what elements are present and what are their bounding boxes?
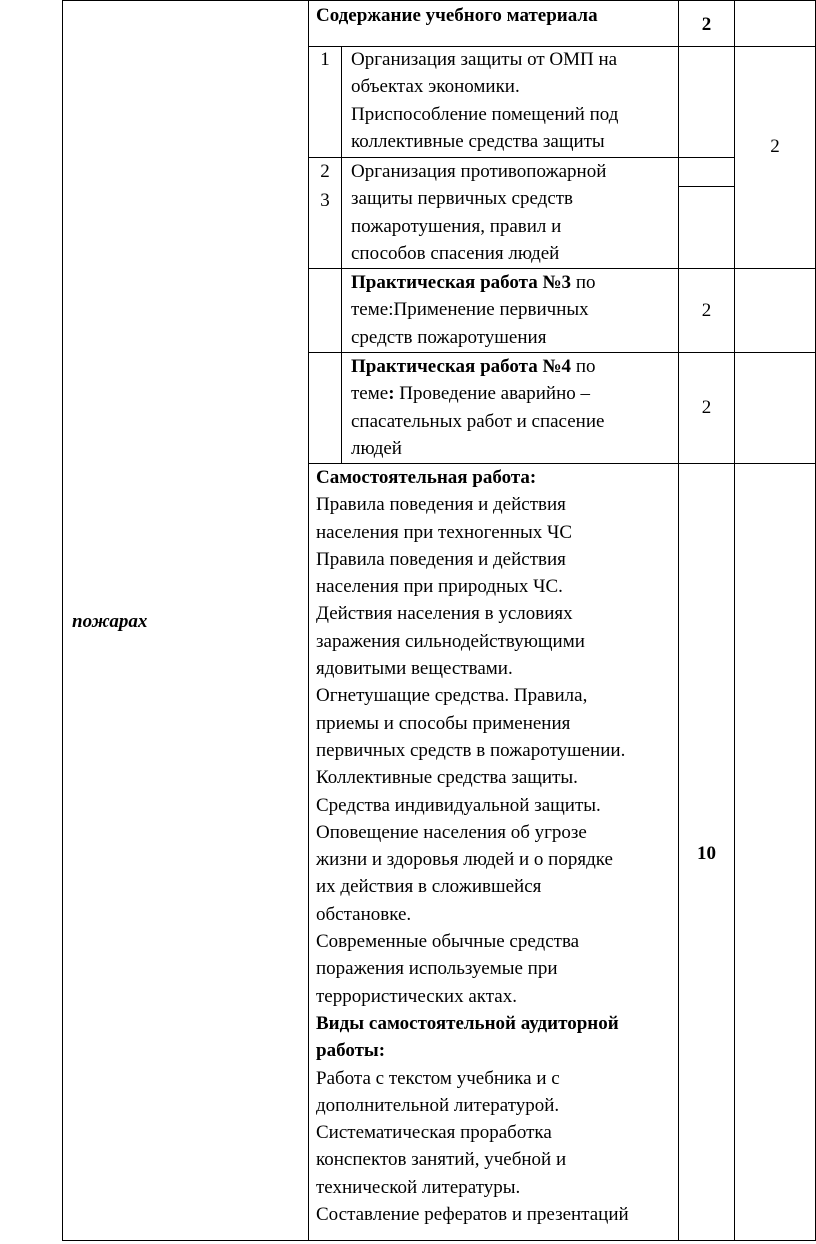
content-header-title: Содержание учебного материала bbox=[316, 5, 598, 26]
topic-label: пожарах bbox=[72, 611, 148, 632]
item-number-1: 1 bbox=[320, 49, 330, 70]
item-text-2: Организация противопожарной защиты первичных средств пожаротушения, правил и способов спасения людей bbox=[351, 161, 607, 264]
independent-work-title: Самостоятельная работа: bbox=[316, 467, 537, 488]
practical-4-prefix: по теме bbox=[351, 356, 596, 405]
practical-3-hours: 2 bbox=[701, 300, 712, 321]
items-level: 2 bbox=[770, 136, 780, 157]
practical-4-colon: : bbox=[388, 383, 395, 405]
item-text-1: Организация защиты от ОМП на объектах экономики. Приспособление помещений под коллективные средства защиты bbox=[351, 49, 619, 152]
practical-4-topic: Проведение аварийно – спасательных работ и спасение людей bbox=[351, 383, 605, 459]
item-number-3: 3 bbox=[320, 190, 330, 211]
practical-4-hours: 2 bbox=[701, 397, 712, 418]
item-number-2: 2 bbox=[320, 161, 330, 182]
practical-4-text bbox=[351, 353, 604, 462]
content-header-hours: 2 bbox=[701, 14, 712, 35]
practical-3-text bbox=[351, 269, 595, 351]
independent-work-subtitle: Виды самостоятельной аудиторной работы: bbox=[316, 1012, 619, 1062]
practical-4-label: Практическая работа №4 bbox=[351, 356, 572, 377]
independent-work-hours: 10 bbox=[697, 843, 716, 864]
independent-work-text: Правила поведения и действия населения при техногенных ЧС Правила поведения и действия населения при природных ЧС. Действия населения в условиях заражения сильнодействующими ядовитыми веществами. Огнетушащие средства. Правила, приемы и способы применения первичных средств в пожаротушении. Коллективные средства защиты. Средства индивидуальной защиты. Оповещение населения об угрозе жизни и здоровья людей и о порядке их действия в сложившейся обстановке. Современные обычные средства поражения используемые при террористических актах. bbox=[316, 494, 626, 1007]
practical-3-label: Практическая работа №3 bbox=[351, 272, 572, 293]
practical-3-topic: по теме:Применение первичных средств пожаротушения bbox=[351, 272, 596, 348]
independent-work-activities: Работа с текстом учебника и с дополнительной литературой. Систематическая проработка конспектов занятий, учебной и технической литературы. Составление рефератов и презентаций bbox=[316, 1067, 629, 1226]
independent-work-block bbox=[316, 464, 629, 1228]
